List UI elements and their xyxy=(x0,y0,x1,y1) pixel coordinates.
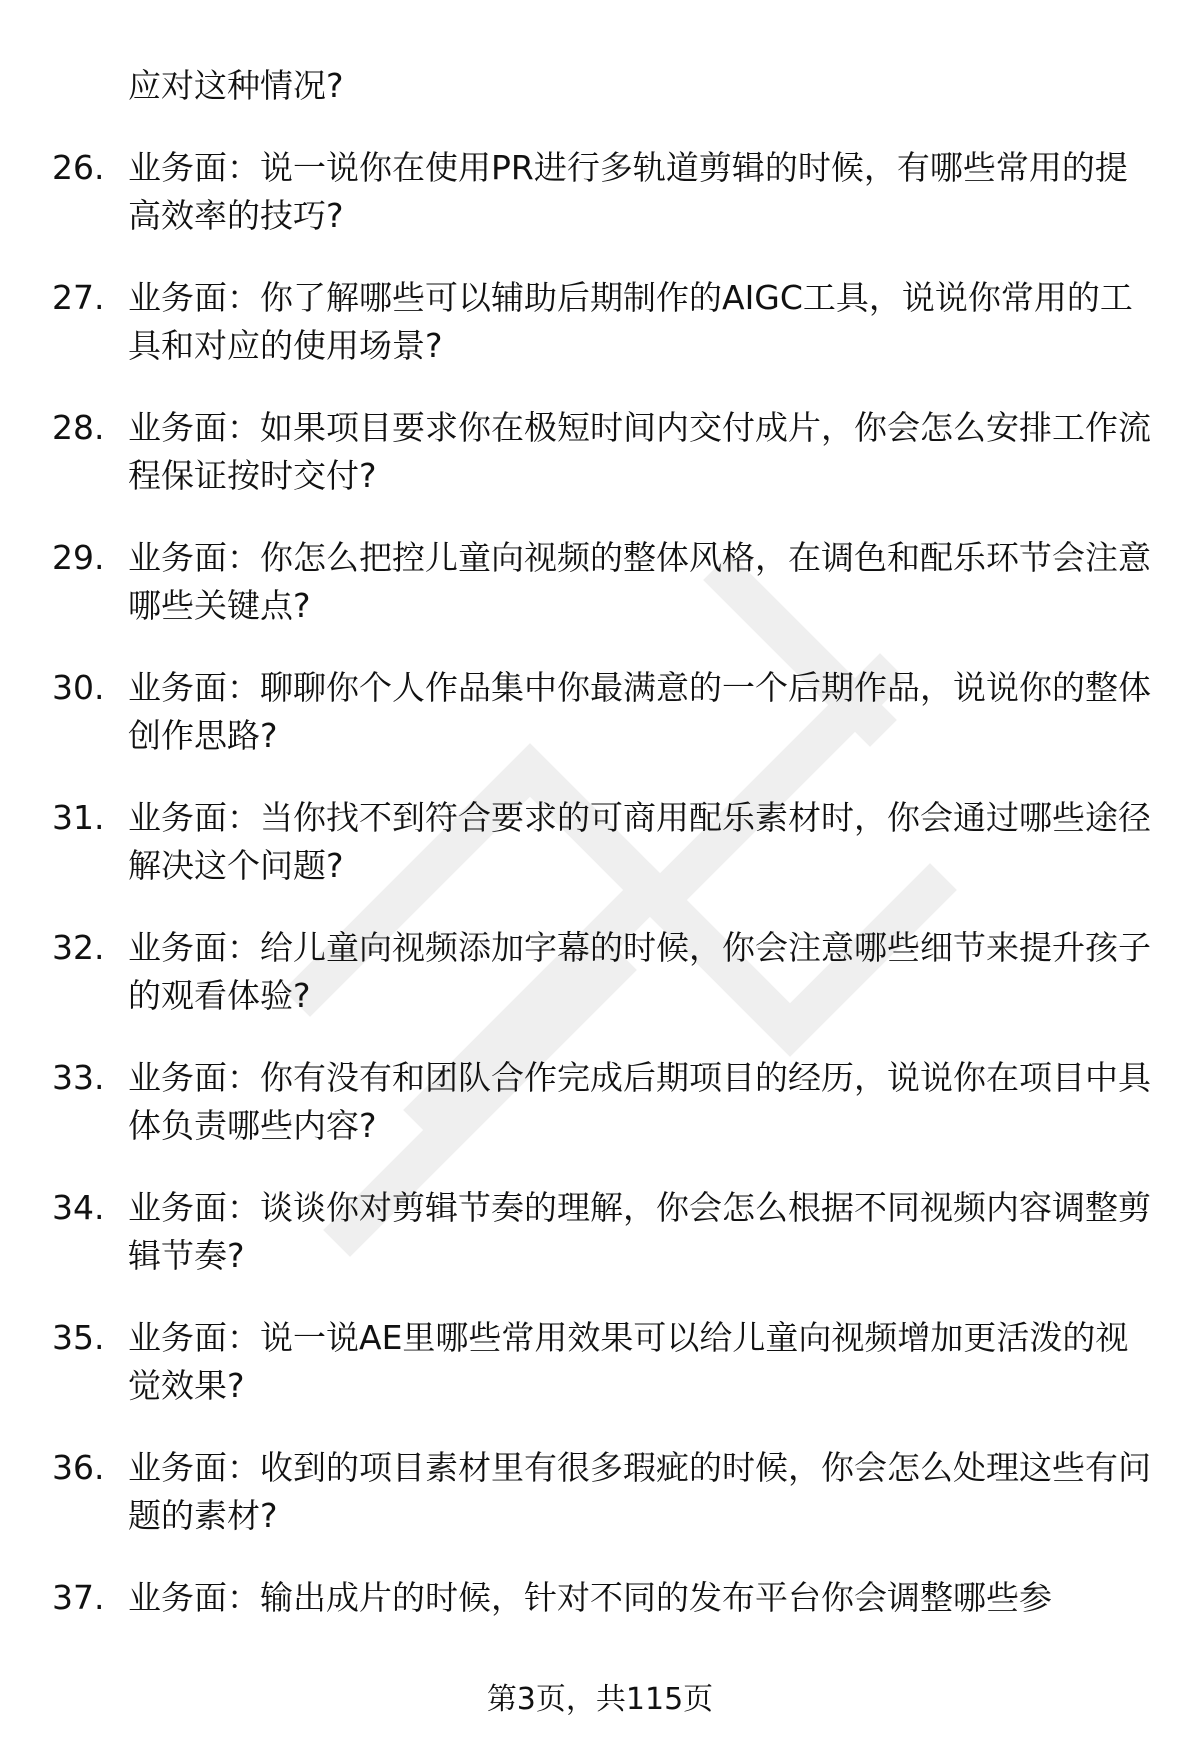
question-number: 36. xyxy=(52,1448,105,1487)
question-item xyxy=(0,794,1200,890)
question-item xyxy=(0,274,1200,370)
question-number: 28. xyxy=(52,408,105,447)
question-text: 业务面：你了解哪些可以辅助后期制作的AIGC工具，说说你常用的工具和对应的使用场景? xyxy=(128,278,1133,365)
continued-question-text: 应对这种情况? xyxy=(128,66,344,105)
question-number: 35. xyxy=(52,1318,105,1357)
question-item xyxy=(0,144,1200,240)
question-text: 业务面：给儿童向视频添加字幕的时候，你会注意哪些细节来提升孩子的观看体验? xyxy=(128,928,1151,1015)
question-item xyxy=(0,1444,1200,1540)
question-text: 业务面：谈谈你对剪辑节奏的理解，你会怎么根据不同视频内容调整剪辑节奏? xyxy=(128,1188,1151,1275)
question-text: 业务面：聊聊你个人作品集中你最满意的一个后期作品，说说你的整体创作思路? xyxy=(128,668,1151,755)
question-item xyxy=(0,924,1200,1020)
question-item xyxy=(0,404,1200,500)
question-number: 29. xyxy=(52,538,105,577)
question-item xyxy=(0,664,1200,760)
question-number: 34. xyxy=(52,1188,105,1227)
page-footer: 第3页，共115页 xyxy=(486,1682,714,1717)
question-text: 业务面：输出成片的时候，针对不同的发布平台你会调整哪些参 xyxy=(128,1578,1052,1617)
question-text: 业务面：你怎么把控儿童向视频的整体风格，在调色和配乐环节会注意哪些关键点? xyxy=(128,538,1151,625)
question-number: 26. xyxy=(52,148,105,187)
question-number: 31. xyxy=(52,798,105,837)
question-text: 业务面：收到的项目素材里有很多瑕疵的时候，你会怎么处理这些有问题的素材? xyxy=(128,1448,1151,1535)
question-item xyxy=(0,1574,1200,1622)
question-text: 业务面：如果项目要求你在极短时间内交付成片，你会怎么安排工作流程保证按时交付? xyxy=(128,408,1151,495)
question-text: 业务面：当你找不到符合要求的可商用配乐素材时，你会通过哪些途径解决这个问题? xyxy=(128,798,1151,885)
document-body xyxy=(0,62,1200,1656)
question-number: 27. xyxy=(52,278,105,317)
question-item xyxy=(0,534,1200,630)
question-item xyxy=(0,1054,1200,1150)
question-number: 32. xyxy=(52,928,105,967)
question-text: 业务面：你有没有和团队合作完成后期项目的经历，说说你在项目中具体负责哪些内容? xyxy=(128,1058,1151,1145)
question-list xyxy=(0,144,1200,1622)
question-number: 33. xyxy=(52,1058,105,1097)
question-text: 业务面：说一说你在使用PR进行多轨道剪辑的时候，有哪些常用的提高效率的技巧? xyxy=(128,148,1128,235)
question-number: 30. xyxy=(52,668,105,707)
question-item xyxy=(0,1314,1200,1410)
question-text: 业务面：说一说AE里哪些常用效果可以给儿童向视频增加更活泼的视觉效果? xyxy=(128,1318,1129,1405)
question-item xyxy=(0,1184,1200,1280)
question-number: 37. xyxy=(52,1578,105,1617)
